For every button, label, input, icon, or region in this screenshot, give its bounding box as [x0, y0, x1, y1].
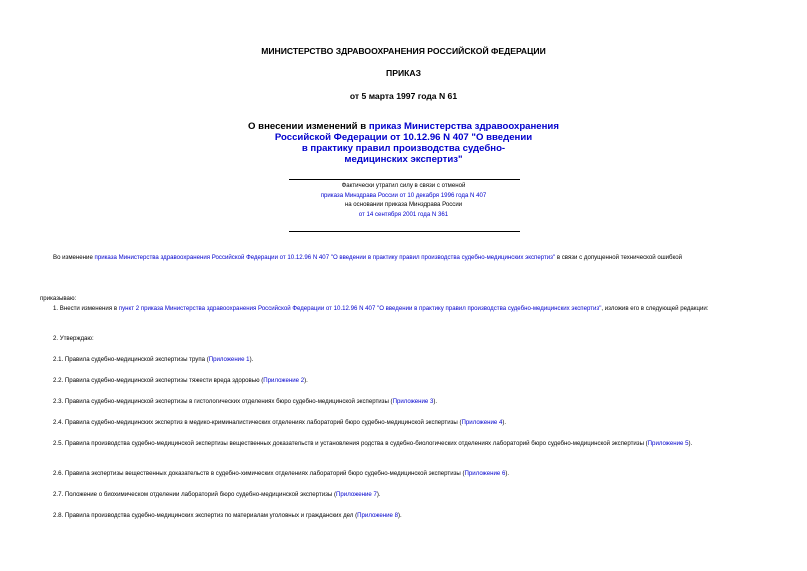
list-item-text: 2.2. Правила судебно-медицинской экспертизы тяжести вреда здоровью (	[53, 377, 264, 384]
appendix-link-3[interactable]: Приложение 3	[392, 398, 434, 405]
list-item-text: 2.5. Правила производства судебно-медицинской экспертизы вещественных доказательств и установления родства в судебно-биологических отделениях лабораторий бюро судебно-медицинской экспертизы (	[53, 440, 648, 447]
intro-prefix: Во изменение	[53, 254, 95, 261]
list-item-text: 2.1. Правила судебно-медицинской экспертизы трупа (	[53, 356, 209, 363]
status-note-link-order-361[interactable]: от 14 сентября 2001 года N 361	[358, 210, 449, 218]
list-item	[40, 397, 767, 406]
list-item-end: ).	[688, 440, 693, 447]
list-item	[40, 376, 767, 385]
item-1-suffix: , изложив его в следующей редакции:	[601, 305, 709, 312]
appendix-link-6[interactable]: Приложение 6	[464, 470, 506, 477]
list-item-end: ).	[505, 470, 510, 477]
list-item-end: ).	[397, 512, 402, 519]
list-item	[40, 418, 767, 427]
appendix-link-5[interactable]: Приложение 5	[647, 440, 689, 447]
intro-link-order-407[interactable]: приказа Министерства здравоохранения Российской Федерации от 10.12.96 N 407 "О введении в практику правил производства судебно-медицинских экспертиз"	[94, 254, 556, 261]
list-item	[40, 511, 767, 520]
appendix-link-2[interactable]: Приложение 2	[263, 377, 305, 384]
ministry-heading: МИНИСТЕРСТВО ЗДРАВООХРАНЕНИЯ РОССИЙСКОЙ ФЕДЕРАЦИИ	[261, 46, 546, 56]
title-link-line4[interactable]: медицинских экспертиз"	[344, 154, 463, 165]
list-item-end: ).	[304, 377, 308, 384]
status-note-link-order-407[interactable]: приказа Минздрава России от 10 декабря 1996 года N 407	[320, 191, 487, 199]
order-word: приказываю:	[40, 295, 77, 302]
status-note	[0, 181, 807, 219]
title-link-line3[interactable]: в практику правил производства судебно-	[301, 143, 506, 154]
divider-top	[289, 179, 520, 180]
intro-paragraph	[40, 253, 767, 262]
appendix-link-8[interactable]: Приложение 8	[357, 512, 398, 519]
list-item-end: ).	[433, 398, 438, 405]
appendix-link-1[interactable]: Приложение 1	[208, 356, 250, 363]
title-prefix: О внесении изменений в	[248, 121, 369, 132]
list-item-end: ).	[502, 419, 507, 426]
item-1-link-point-2[interactable]: пункт 2 приказа Министерства здравоохранения Российской Федерации от 10.12.96 N 407 "О введении в практику правил производства судебно-медицинских экспертиз"	[118, 305, 602, 312]
list-item-text: 2.4. Правила судебно-медицинских экспертиз в медико-криминалистических отделениях лабораторий бюро судебно-медицинской экспертизы (	[53, 419, 462, 426]
status-note-line1: Фактически утратил силу в связи с отменой	[341, 182, 466, 189]
list-item-text: 2.8. Правила производства судебно-медицинских экспертиз по материалам уголовных и гражданских дел (	[53, 512, 358, 519]
list-item	[40, 355, 767, 364]
divider-bottom	[289, 231, 520, 232]
document-title	[0, 121, 807, 165]
list-item-text: 2.7. Положение о биохимическом отделении лабораторий бюро судебно-медицинской экспертизы (	[53, 491, 337, 498]
list-item	[40, 490, 767, 499]
item-1-paragraph	[40, 304, 767, 313]
list-item-end: ).	[249, 356, 254, 363]
intro-suffix: в связи с допущенной технической ошибкой	[555, 254, 683, 261]
list-item-text: 2.3. Правила судебно-медицинской экспертизы в гистологических отделениях бюро судебно-медицинской экспертизы (	[53, 398, 393, 405]
item-1-prefix: 1. Внести изменения в	[53, 305, 119, 312]
document-type: ПРИКАЗ	[386, 68, 421, 78]
item-2-heading: 2. Утверждаю:	[53, 335, 94, 342]
appendix-link-7[interactable]: Приложение 7	[336, 491, 377, 498]
appendix-link-4[interactable]: Приложение 4	[461, 419, 503, 426]
title-link-line2[interactable]: Российской Федерации от 10.12.96 N 407 "О введении	[274, 132, 533, 143]
list-item	[40, 469, 767, 478]
document-date: от 5 марта 1997 года N 61	[349, 91, 458, 101]
list-item-text: 2.6. Правила экспертизы вещественных доказательств в судебно-химических отделениях лабораторий бюро судебно-медицинской экспертизы (	[53, 470, 465, 477]
list-item	[40, 439, 767, 448]
title-link-line1[interactable]: приказ Министерства здравоохранения	[368, 121, 559, 132]
status-note-line3: на основании приказа Минздрава России	[344, 201, 463, 208]
list-item-end: ).	[376, 491, 381, 498]
